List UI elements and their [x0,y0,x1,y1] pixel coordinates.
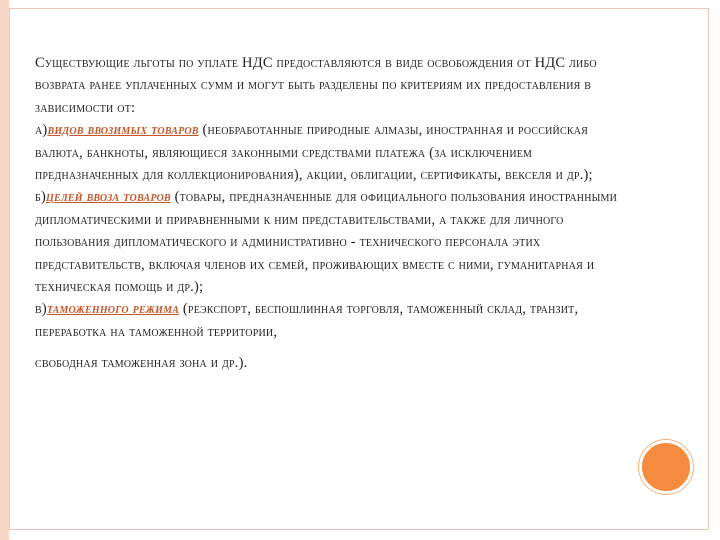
item-b-prefix: б) [35,189,46,206]
decor-circle [639,440,693,494]
item-a-text: (необработанные природные алмазы, иностранная и российская валюта, банкноты, являющиеся законными средствами платежа (за исключением предназначенных для коллекционирования), акции, облигации, сертификаты, векселя и др.); [35,122,593,184]
item-a [35,119,635,186]
left-decor-stripe [0,0,9,540]
slide-body [35,52,635,375]
item-c [35,298,635,343]
item-b-text: (товары, предназначенные для официального пользования иностранными дипломатическими и приравненными к ним представительствами, а также для личного пользования дипломатического и административно - технического персонала этих представительств, включая членов их семей, проживающих вместе с ними, гуманитарная и техническая помощь и др.); [35,189,618,296]
item-b-title: целей ввоза товаров [45,189,171,206]
item-c-text: (реэкспорт, беспошлинная торговля, таможенный склад, транзит, переработка на таможенной территории, [35,301,579,340]
item-c-prefix: в) [35,301,47,318]
item-b [35,186,635,298]
item-a-prefix: а) [35,122,48,139]
item-a-title: видов ввозимых товаров [47,122,199,139]
intro-paragraph: Существующие льготы по уплате НДС предоставляются в виде освобождения от НДС либо возврата ранее уплаченных сумм и могут быть разделены по критериям их предоставления в зависимости от: [35,55,597,116]
closing-line: свободная таможенная зона и др.). [35,355,248,372]
item-c-title: таможенного режима [46,301,180,318]
